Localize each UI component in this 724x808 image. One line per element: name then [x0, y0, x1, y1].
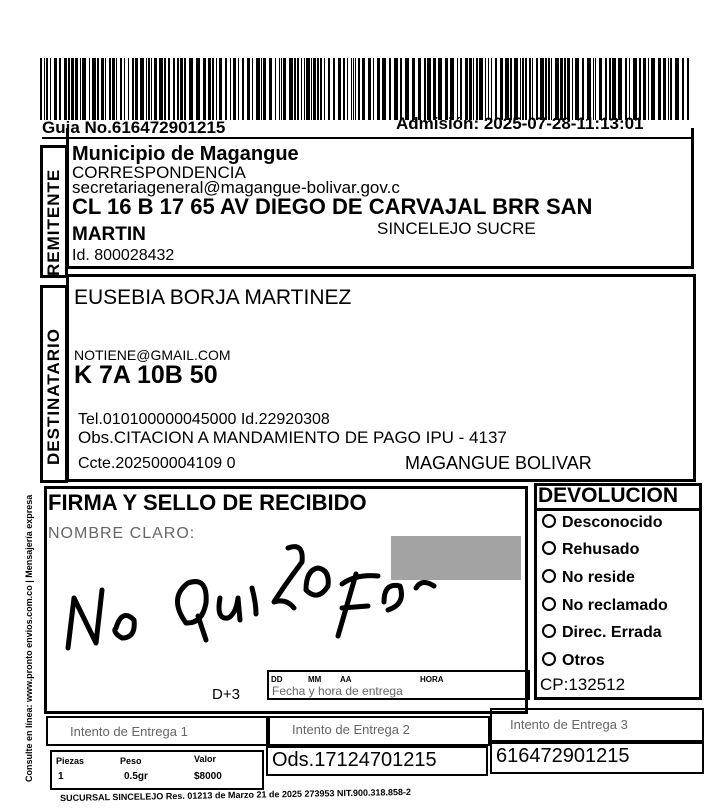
remitente-email: secretariageneral@magangue-bolivar.gov.c [72, 178, 400, 197]
piezas-header: Piezas [56, 756, 85, 766]
fecha-col-aa: AA [340, 675, 352, 684]
destinatario-address: K 7A 10B 50 [74, 361, 218, 389]
fecha-col-dd: DD [271, 675, 283, 684]
firma-title: FIRMA Y SELLO DE RECIBIDO [48, 490, 367, 515]
devolucion-option-no-reside[interactable] [542, 569, 635, 587]
barcode [40, 58, 692, 120]
intento-1-label: Intento de Entrega 1 [70, 724, 188, 739]
destinatario-label: DESTINATARIO [44, 328, 63, 465]
option-label: No reclamado [562, 597, 668, 614]
piezas-value: 1 [58, 771, 64, 782]
destinatario-tel: Tel.010100000045000 Id.22920308 [78, 411, 330, 428]
valor-value: $8000 [194, 771, 222, 782]
devolucion-option-no-reclamado[interactable] [542, 597, 668, 615]
fecha-label: Fecha y hora de entrega [272, 684, 403, 698]
devolucion-option-direc-errada[interactable] [542, 624, 662, 642]
valor-header: Valor [194, 754, 217, 764]
destinatario-ccte: Ccte.202500004109 0 [78, 455, 236, 472]
remitente-city: SINCELEJO SUCRE [377, 219, 536, 238]
devolucion-option-rehusado[interactable] [542, 541, 639, 559]
option-label: Direc. Errada [562, 624, 662, 641]
option-label: Otros [562, 652, 605, 669]
remitente-address-2: MARTIN [72, 224, 146, 245]
remitente-id: Id. 800028432 [72, 247, 175, 264]
d3-label: D+3 [212, 686, 240, 703]
postal-code: CP:132512 [540, 675, 626, 694]
side-text: Consulte en línea: www.pronto envios.com.co | Mensajería expresa [24, 494, 34, 782]
footer-text: SUCURSAL SINCELEJO Res. 01213 de Marzo 21 de 2025 273953 NIT.900.318.858-2 [59, 786, 412, 804]
remitente-address-1: CL 16 B 17 65 AV DIEGO DE CARVAJAL BRR SAN [72, 194, 593, 219]
option-label: Desconocido [562, 514, 663, 531]
option-label: Rehusado [562, 541, 640, 558]
ods-number: Ods.17124701215 [272, 749, 437, 771]
radio-circle [542, 569, 556, 583]
destinatario-city: MAGANGUE BOLIVAR [405, 453, 592, 473]
remitente-label: REMITENTE [44, 168, 63, 276]
destinatario-name: EUSEBIA BORJA MARTINEZ [74, 286, 352, 309]
guia-num: 616472901215 [496, 745, 630, 767]
devolucion-option-desconocido[interactable] [542, 514, 662, 532]
intento-2-label: Intento de Entrega 2 [292, 722, 410, 737]
devolucion-title: DEVOLUCION [538, 484, 679, 507]
radio-circle [542, 597, 556, 611]
intento-3-label: Intento de Entrega 3 [510, 717, 628, 732]
handwritten-signature [56, 528, 526, 658]
nombre-claro-label: NOMBRE CLARO: [48, 525, 196, 542]
fecha-col-hora: HORA [420, 675, 444, 684]
option-label: No reside [562, 569, 635, 586]
remitente-dept: CORRESPONDENCIA [72, 163, 246, 182]
radio-circle [542, 624, 556, 638]
remitente-name: Municipio de Magangue [72, 143, 299, 165]
fecha-col-mm: MM [308, 675, 322, 684]
radio-circle [542, 652, 556, 666]
radio-circle [542, 514, 556, 528]
admision-timestamp: Admisión: 2025-07-28-11:13:01 [396, 114, 644, 133]
destinatario-email: NOTIENE@GMAIL.COM [74, 347, 231, 363]
peso-value: 0.5gr [124, 771, 148, 782]
devolucion-option-otros[interactable] [542, 652, 605, 670]
guia-number: Guia No.616472901215 [42, 118, 226, 137]
destinatario-obs: Obs.CITACION A MANDAMIENTO DE PAGO IPU - 4137 [78, 428, 507, 447]
peso-header: Peso [120, 756, 142, 766]
devolucion-divider [534, 508, 702, 511]
radio-circle [542, 541, 556, 555]
